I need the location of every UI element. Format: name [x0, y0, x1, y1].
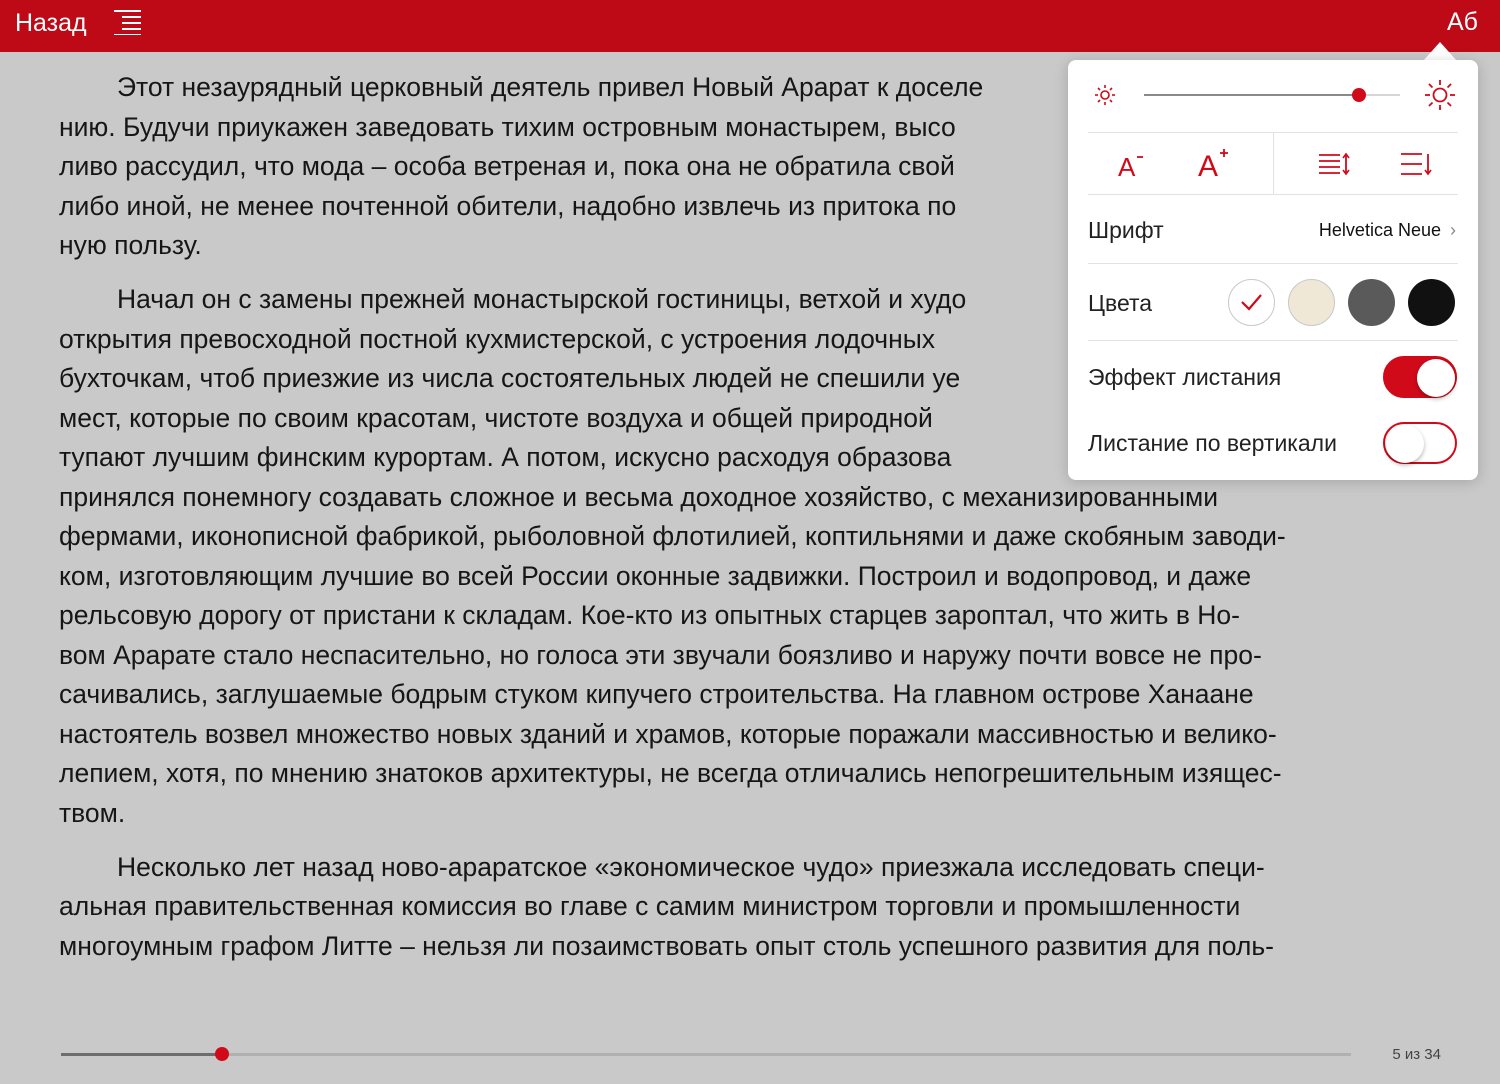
- progress-fill: [61, 1053, 222, 1056]
- table-of-contents-icon[interactable]: [113, 9, 143, 35]
- text-line: твом.: [59, 797, 126, 828]
- font-value-label: Helvetica Neue: [1318, 220, 1441, 240]
- text-line: рельсовую дорогу от пристани к складам. Кое-кто из опытных старцев зароптал, что жить в Но-: [59, 600, 1240, 630]
- vertical-scroll-label: Листание по вертикали: [1088, 430, 1337, 456]
- text-line: Этот незаурядный церковный деятель привел Новый Арарат к доселе: [117, 72, 984, 102]
- back-button[interactable]: Назад: [15, 9, 87, 37]
- popover-arrow: [1423, 42, 1457, 61]
- toggle-knob: [1386, 425, 1424, 463]
- text-line: мест, которые по своим красотам, чистоте воздуха и общей природной: [59, 402, 933, 433]
- text-line: бухточкам, чтоб приезжие из числа состоятельных людей не спешили уе: [59, 363, 961, 393]
- font-selector[interactable]: [1319, 220, 1456, 241]
- text-line: тупают лучшим финским курортам. А потом, искусно расходуя образова: [59, 442, 952, 472]
- page-indicator: 5 из 34: [1392, 1046, 1441, 1063]
- svg-text:A: A: [1198, 150, 1219, 180]
- page-curl-toggle[interactable]: [1383, 356, 1457, 398]
- separator: [1273, 133, 1274, 195]
- color-swatch-0[interactable]: [1228, 279, 1275, 326]
- text-line: настоятель возвел множество новых зданий и храмов, которые поражали массивностью и велико-: [59, 718, 1277, 749]
- color-swatch-3[interactable]: [1408, 279, 1455, 326]
- toggle-knob: [1417, 359, 1455, 397]
- text-line: открытия превосходной постной кухмистерской, с устроения лодочных: [59, 323, 936, 354]
- brightness-thumb[interactable]: [1352, 88, 1366, 102]
- text-line: принялся понемногу создавать сложное и весьма доходное хозяйство, с механизированными: [59, 481, 1219, 512]
- decrease-font-size-icon[interactable]: [1116, 148, 1148, 185]
- top-toolbar: [0, 0, 1500, 52]
- color-swatch-2[interactable]: [1348, 279, 1395, 326]
- separator: [1088, 194, 1458, 195]
- text-line: многоумным графом Литте – нельзя ли позаимствовать опыт столь успешного развития для поль-: [59, 930, 1275, 961]
- font-row-label: Шрифт: [1088, 217, 1164, 243]
- text-line: ком, изготовляющим лучшие во всей России оконные задвижки. Построил и водопровод, и даже: [59, 560, 1252, 591]
- line-spacing-increase-icon[interactable]: [1400, 152, 1434, 181]
- brightness-low-icon: [1094, 84, 1116, 111]
- page-curl-label: Эффект листания: [1088, 364, 1282, 390]
- brightness-high-icon: [1424, 79, 1456, 116]
- text-line: лепием, хотя, по мнению знатоков архитектуры, не всегда отличались непогрешительным изящес-: [59, 758, 1282, 788]
- text-line: альная правительственная комиссия во главе с самим министром торговли и промышленности: [59, 891, 1241, 921]
- text-line: нию. Будучи приукажен заведовать тихим островным монастырем, высо: [59, 111, 956, 142]
- text-line: сачивались, заглушаемые бодрым стуком кипучего строительства. На главном острове Ханаане: [59, 679, 1254, 709]
- colors-row-label: Цвета: [1088, 290, 1153, 316]
- chevron-right-icon: ›: [1450, 220, 1456, 240]
- brightness-fill: [1144, 94, 1359, 96]
- separator: [1088, 340, 1458, 341]
- brightness-slider[interactable]: [1144, 94, 1400, 96]
- svg-text:A: A: [1118, 152, 1136, 180]
- text-line: Начал он с замены прежней монастырской гостиницы, ветхой и худо: [117, 284, 967, 314]
- text-line: Несколько лет назад ново-араратское «экономическое чудо» приезжала исследовать специ-: [117, 851, 1265, 882]
- vertical-scroll-toggle[interactable]: [1383, 422, 1457, 464]
- page-progress-slider[interactable]: [61, 1053, 1351, 1056]
- text-settings-popover: [1068, 60, 1478, 480]
- color-swatch-1[interactable]: [1288, 279, 1335, 326]
- text-line: фермами, иконописной фабрикой, рыболовной флотилией, коптильнями и даже скобяным заводи-: [59, 521, 1286, 551]
- text-paragraph: [59, 848, 1441, 967]
- text-line: либо иной, не менее почтенной обители, надобно извлечь из притока по: [59, 190, 957, 221]
- text-settings-button[interactable]: Аб: [1447, 8, 1478, 36]
- checkmark-icon: [1229, 280, 1273, 324]
- separator: [1088, 263, 1458, 264]
- line-spacing-decrease-icon[interactable]: [1318, 152, 1352, 181]
- text-line: вом Арарате стало неспасительно, но голоса эти звучали боязливо и наружу почти вовсе не про-: [59, 639, 1262, 670]
- progress-thumb[interactable]: [215, 1047, 229, 1061]
- text-line: ную пользу.: [59, 230, 202, 260]
- text-line: ливо рассудил, что мода – особа ветреная и, пока она не обратила свой: [59, 151, 955, 181]
- increase-font-size-icon[interactable]: [1196, 144, 1232, 185]
